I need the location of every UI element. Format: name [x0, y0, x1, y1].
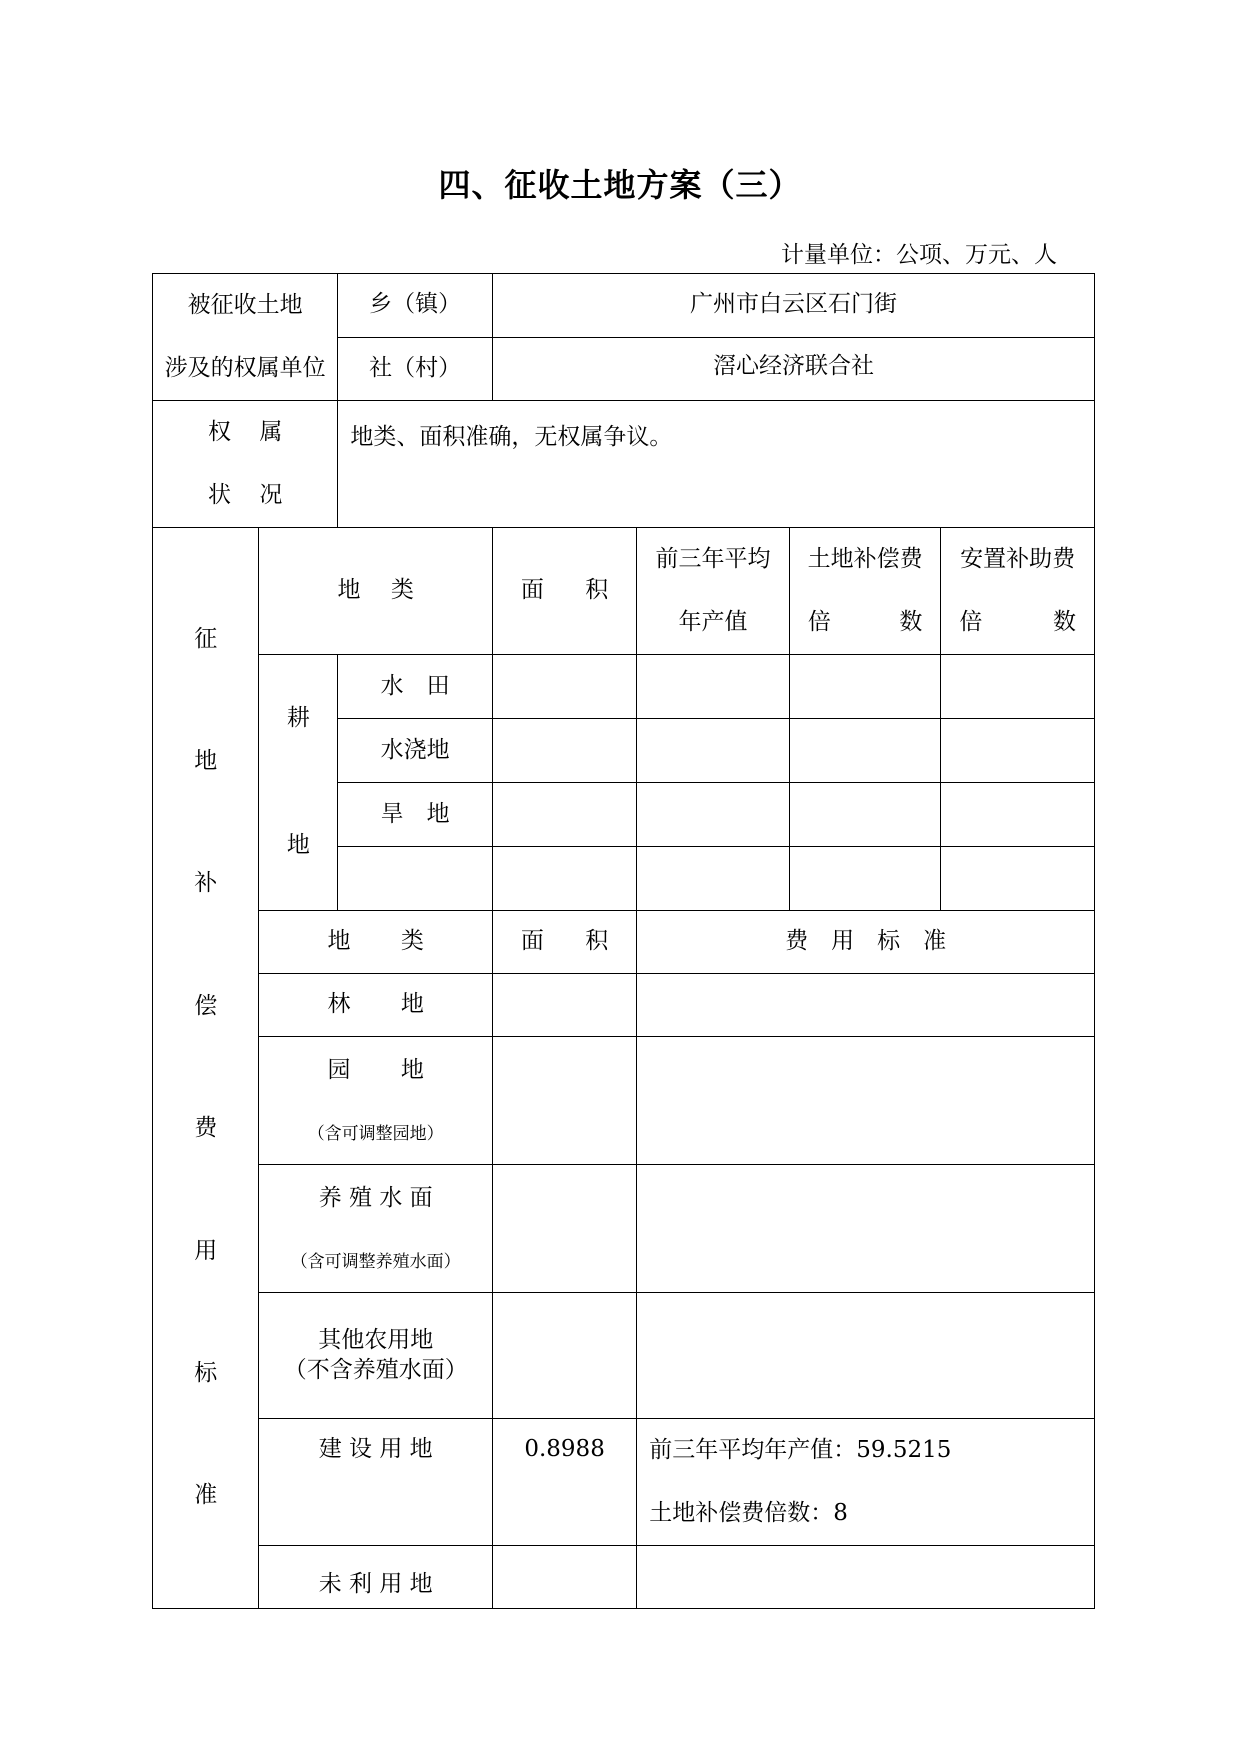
cell [492, 783, 636, 847]
cultivated-row-irrigated: 水浇地 [338, 719, 493, 783]
aquaculture-label: 养 殖 水 面 [318, 1184, 433, 1211]
side-char-5: 费 [194, 1115, 218, 1142]
row-construction-label: 建 设 用 地 [259, 1419, 492, 1546]
header-comp-2b: 数 [899, 608, 923, 635]
garden-note: （含可调整园地） [307, 1124, 444, 1145]
page-title: 四、征收土地方案（三） [438, 166, 802, 204]
cell [789, 783, 941, 847]
construction-std-line1: 前三年平均年产值：59.5215 [649, 1436, 952, 1463]
cell [637, 783, 790, 847]
header2-land-type-b: 类 [400, 928, 424, 955]
side-char-2: 地 [194, 748, 218, 775]
other-agri-line1: 其他农用地 [318, 1326, 434, 1353]
header2-land-type [259, 911, 492, 974]
header-area [492, 528, 636, 655]
garden-standard [637, 1037, 1095, 1165]
construction-std-line2: 土地补偿费倍数：8 [649, 1499, 848, 1526]
ownership-label-b1: 状 [208, 481, 231, 508]
town-value: 广州市白云区石门街 [492, 274, 1094, 338]
side-char-6: 用 [194, 1237, 218, 1264]
side-char-4: 偿 [194, 992, 218, 1019]
ownership-status-text: 地类、面积准确，无权属争议。 [338, 401, 1095, 528]
ownership-status-label [153, 401, 338, 528]
garden-a: 园 [327, 1056, 351, 1083]
other-agri-line2: （不含养殖水面） [283, 1356, 468, 1383]
header-avg-output-1: 前三年平均 [655, 545, 771, 572]
row-forest-label [259, 974, 492, 1037]
row-other-agri-label [259, 1293, 492, 1419]
garden-b: 地 [400, 1056, 424, 1083]
village-value: 滘心经济联合社 [492, 337, 1094, 401]
header-resettle-1: 安置补助费 [960, 545, 1076, 572]
unused-area [492, 1546, 636, 1609]
cultivated-row-blank [338, 847, 493, 911]
header-area-a: 面 [520, 577, 544, 604]
cell [637, 719, 790, 783]
cell [941, 783, 1095, 847]
unused-standard [637, 1546, 1095, 1609]
cell [637, 655, 790, 719]
village-label: 社（村） [338, 337, 493, 401]
owner-label-cell [153, 274, 338, 401]
aquaculture-area [492, 1165, 636, 1293]
town-label: 乡（镇） [338, 274, 493, 338]
cultivated-row-dry: 旱 地 [338, 783, 493, 847]
owner-label-line2: 涉及的权属单位 [164, 354, 326, 381]
aquaculture-standard [637, 1165, 1095, 1293]
header2-land-type-a: 地 [327, 928, 351, 955]
cell [789, 655, 941, 719]
cell [789, 719, 941, 783]
row-unused-label: 未 利 用 地 [259, 1546, 492, 1609]
header-resettle-2a: 倍 [959, 608, 983, 635]
cultivated-label [259, 655, 338, 911]
header2-area-b: 积 [585, 928, 609, 955]
cultivated-label-bottom: 地 [286, 832, 310, 859]
header-comp-2a: 倍 [807, 608, 831, 635]
cell [637, 847, 790, 911]
construction-standard [637, 1419, 1095, 1546]
header2-area-a: 面 [520, 928, 544, 955]
header-land-type-a: 地 [337, 577, 361, 604]
header-avg-output [637, 528, 790, 655]
land-expropriation-table [152, 273, 1095, 1609]
header-land-type-b: 类 [390, 577, 414, 604]
row-garden-label [259, 1037, 492, 1165]
header-resettlement-multiple [941, 528, 1095, 655]
cell [941, 847, 1095, 911]
forest-area [492, 974, 636, 1037]
owner-label-line1: 被征收土地 [187, 291, 303, 318]
side-char-7: 标 [194, 1359, 218, 1386]
side-char-1: 征 [194, 625, 218, 652]
aquaculture-note: （含可调整养殖水面） [290, 1252, 461, 1273]
ownership-label-a2: 属 [259, 418, 283, 445]
other-agri-area [492, 1293, 636, 1419]
header-avg-output-2: 年产值 [678, 608, 748, 635]
header-compensation-multiple [789, 528, 941, 655]
cultivated-row-paddy: 水 田 [338, 655, 493, 719]
side-char-8: 准 [194, 1482, 218, 1509]
cell [941, 719, 1095, 783]
ownership-label-a1: 权 [208, 418, 231, 445]
header2-fee-standard: 费 用 标 准 [637, 911, 1095, 974]
header-area-b: 积 [585, 577, 609, 604]
forest-b: 地 [400, 991, 424, 1018]
header-land-type [259, 528, 492, 655]
construction-area: 0.8988 [492, 1419, 636, 1546]
forest-standard [637, 974, 1095, 1037]
header-resettle-2b: 数 [1053, 608, 1076, 635]
cell [941, 655, 1095, 719]
cell [789, 847, 941, 911]
cultivated-label-top: 耕 [286, 705, 310, 732]
forest-a: 林 [327, 991, 351, 1018]
garden-area [492, 1037, 636, 1165]
cell [492, 719, 636, 783]
side-char-3: 补 [194, 870, 218, 897]
ownership-label-b2: 况 [259, 481, 283, 508]
side-label-cell [153, 528, 259, 1609]
header2-area [492, 911, 636, 974]
other-agri-standard [637, 1293, 1095, 1419]
measurement-unit: 计量单位：公项、万元、人 [781, 242, 1057, 268]
cell [492, 847, 636, 911]
header-comp-1: 土地补偿费 [807, 545, 923, 572]
cell [492, 655, 636, 719]
row-aquaculture-label [259, 1165, 492, 1293]
